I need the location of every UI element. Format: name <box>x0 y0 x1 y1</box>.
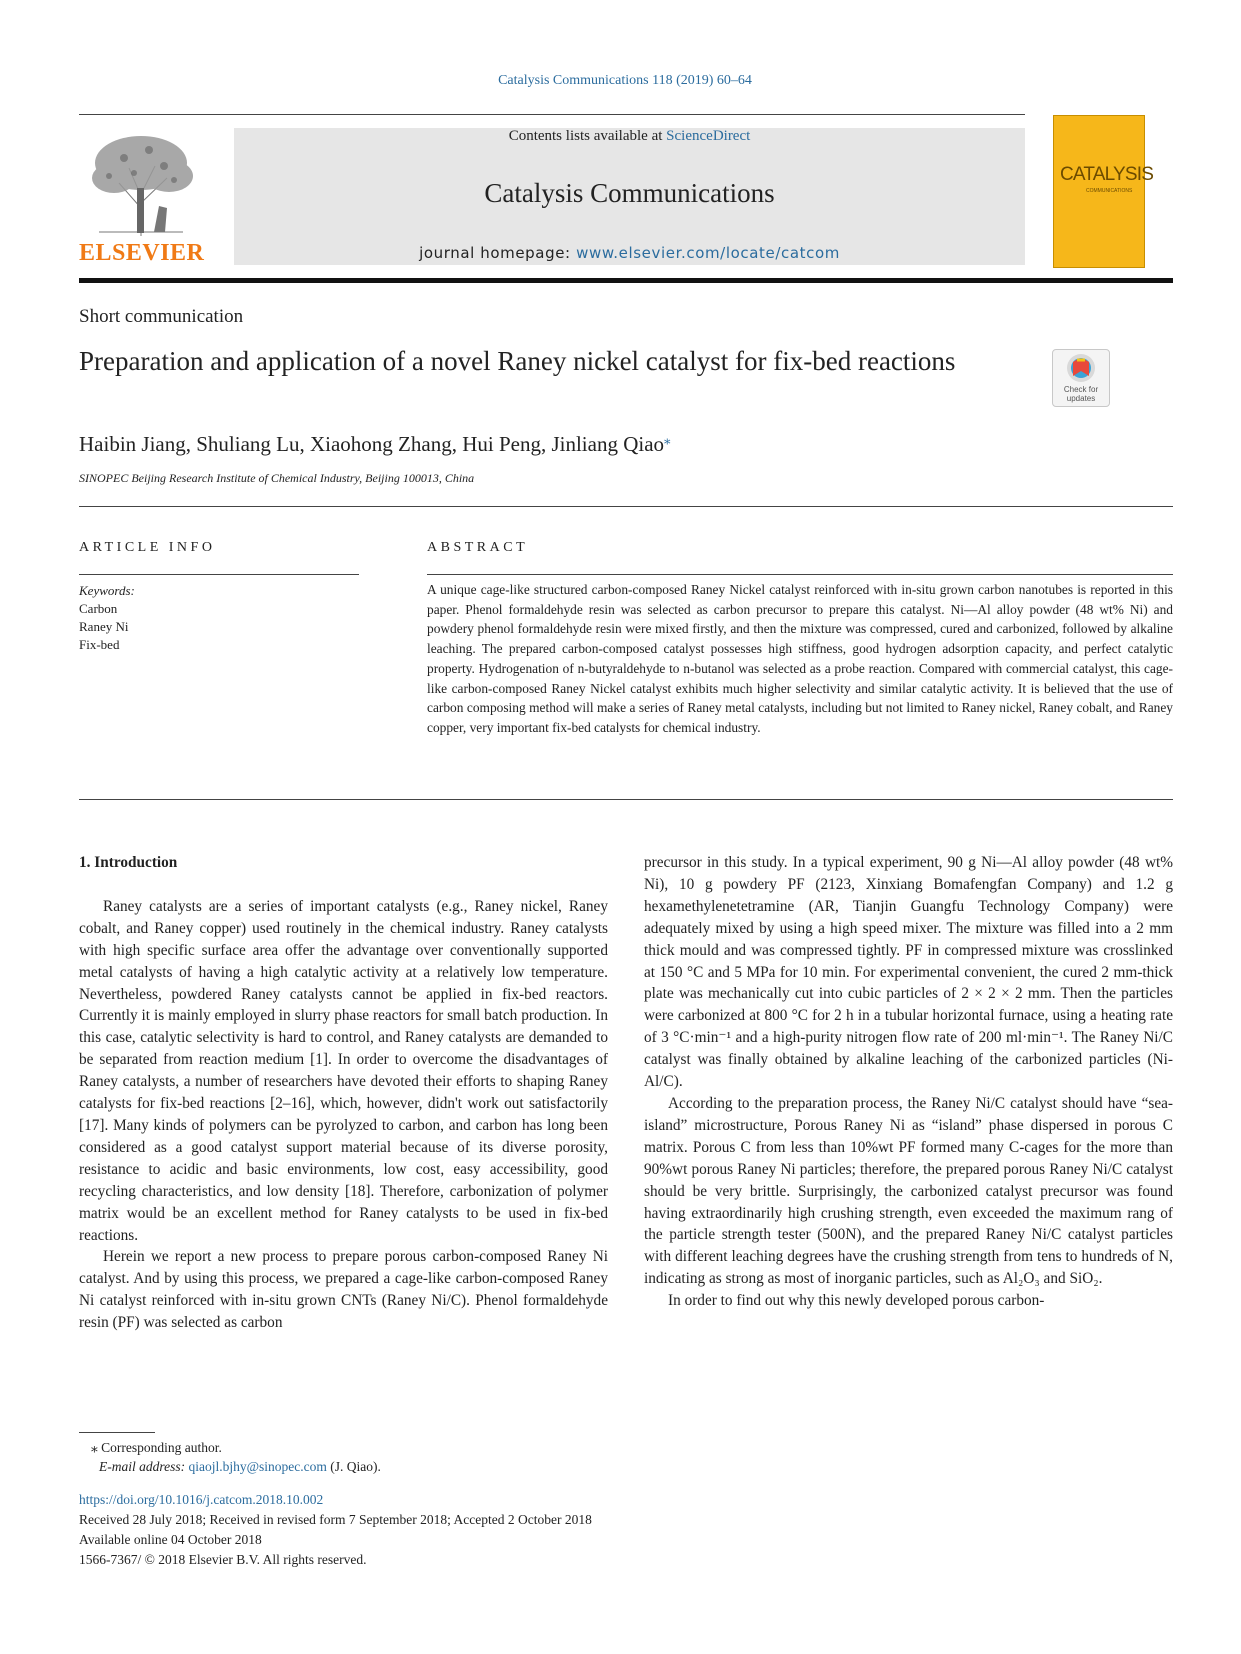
email-note <box>79 1457 381 1476</box>
top-rule <box>79 114 1025 115</box>
article-info-rule <box>79 574 359 575</box>
author-list <box>79 432 671 457</box>
corresponding-author-note: ⁎ Corresponding author. <box>91 1440 222 1455</box>
journal-masthead <box>234 128 1025 265</box>
affiliation: SINOPEC Beijing Research Institute of Chemical Industry, Beijing 100013, China <box>79 471 475 485</box>
sciencedirect-link[interactable]: ScienceDirect <box>666 128 751 144</box>
received-dates: Received 28 July 2018; Received in revised form 7 September 2018; Accepted 2 October 2018 <box>79 1512 592 1527</box>
section-title-introduction: 1. Introduction <box>79 854 178 871</box>
body-paragraph: precursor in this study. In a typical experiment, 90 g Ni—Al alloy powder (48 wt% Ni), 10 g powdery PF (2123, Xinxiang Bomafengfan Company) and 1.2 g hexamethylenetetramine (AR, Tianjin Guangfu Technology Company) were adequately mixed by using a high speed mixer. The mixture was filled into a 2 mm thick mould and was compressed tightly. PF in compressed mixture was crosslinked at 150 °C and 5 MPa for 10 min. For experimental convenient, the cured 2 mm-thick plate was mechanically cut into cubic particles of 2 × 2 × 2 mm. Then the particles were carbonized at 800 °C for 2 h in a tubular horizontal furnace, using a heating rate of 3 °C·min⁻¹ and a high-purity nitrogen flow rate of 200 ml·min⁻¹. The Raney Ni/C catalyst was finally obtained by alkaline leaching of the carbonized particles (Ni-Al/C). <box>644 854 1173 1091</box>
copyright: 1566-7367/ © 2018 Elsevier B.V. All rights reserved. <box>79 1552 367 1567</box>
abstract-rule <box>427 574 1173 575</box>
affiliation-rule <box>79 506 1173 507</box>
body-paragraph: Herein we report a new process to prepare porous carbon-composed Raney Ni catalyst. And by using this process, we prepared a cage-like carbon-composed Raney Ni catalyst reinforced with in-situ grown CNTs (Raney Ni/C). Phenol formaldehyde resin (PF) was selected as carbon <box>79 1248 608 1332</box>
keyword-item: Fix-bed <box>79 637 120 652</box>
body-column-right <box>644 852 1173 1312</box>
body-paragraph: Raney catalysts are a series of important catalysts (e.g., Raney nickel, Raney cobalt, and Raney copper) used routinely in the chemical industry. Raney catalysts with high specific surface area offer the advantage over conventionally supported metal catalysts of having a high catalytic activity at a relatively low temperature. Nevertheless, powdered Raney catalysts cannot be applied in fix-bed reactors. Currently it is mainly employed in slurry phase reactors for small batch production. In this case, catalytic selectivity is hard to control, and Raney catalysts are demanded to be separated from reaction medium [1]. In order to overcome the disadvantages of Raney catalysts, a number of researchers have devoted their efforts to shaping Raney catalysts for fix-bed reactions [2–16], which, however, didn't work out satisfactorily [17]. Many kinds of polymers can be pyrolyzed to carbon, and carbon has long been considered as a good catalyst support material because of its diverse porosity, resistance to acidic and basic environments, low cost, easy accessibility, good recycling characteristics, and low density [18]. Therefore, carbonization of polymer matrix would be an excellent method for Raney catalysts to be used in fix-bed reactions. <box>79 897 608 1244</box>
elsevier-wordmark: ELSEVIER <box>79 240 205 266</box>
abstract-end-rule <box>79 799 1173 800</box>
keywords-block <box>79 582 135 654</box>
journal-cover-thumbnail[interactable] <box>1053 115 1154 268</box>
email-link[interactable]: qiaojl.bjhy@sinopec.com <box>188 1459 327 1474</box>
body-paragraph: In order to find out why this newly developed porous carbon- <box>668 1292 1045 1310</box>
body-column-left <box>79 852 608 1334</box>
check-updates-label: Check for updates <box>1063 385 1099 403</box>
doi-link[interactable]: https://doi.org/10.1016/j.catcom.2018.10.002 <box>79 1492 324 1507</box>
journal-title: Catalysis Communications <box>484 178 775 208</box>
article-title: Preparation and application of a novel Raney nickel catalyst for fix-bed reactions <box>79 346 956 376</box>
cover-subtitle: COMMUNICATIONS <box>1086 188 1133 194</box>
abstract-text: A unique cage-like structured carbon-composed Raney Nickel catalyst reinforced with in-situ grown carbon nanotubes is reported in this paper. Phenol formaldehyde resin was selected as carbon precursor to prepare this catalyst. Ni—Al alloy powder (48 wt% Ni) and powdery phenol formaldehyde resin were mixed firstly, and then the mixture was compressed, cured and carbonized, followed by alkaline leaching. The prepared carbon-composed catalyst possesses high stiffness, good hydrogen adsorption capacity, and perfect catalytic property. Hydrogenation of n-butyraldehyde to n-butanol was selected as a probe reaction. Compared with commercial catalyst, this cage-like carbon-composed Raney Nickel catalyst exhibits much higher selectivity and similar catalytic activity. It is believed that the use of carbon composing method will make a series of Raney metal catalysts, including but not limited to Raney nickel, Raney cobalt, and Raney copper, very important fix-bed catalysts for chemical industry. <box>427 582 1173 735</box>
homepage-link[interactable]: www.elsevier.com/locate/catcom <box>576 244 840 262</box>
abstract-heading: ABSTRACT <box>427 540 529 555</box>
email-suffix: (J. Qiao). <box>330 1459 381 1474</box>
footnotes <box>79 1438 381 1476</box>
masthead-thick-rule <box>79 278 1173 283</box>
keyword-item: Raney Ni <box>79 619 129 634</box>
corresponding-author-mark[interactable]: ⁎ <box>664 432 671 447</box>
contents-prefix: Contents lists available at <box>508 128 663 144</box>
check-updates-icon <box>1053 352 1109 386</box>
cover-title: CATALYSIS <box>1060 164 1154 185</box>
article-type: Short communication <box>79 306 244 327</box>
body-paragraph: According to the preparation process, the Raney Ni/C catalyst should have “sea-island” microstructure, Porous Raney Ni as “island” phase dispersed in porous C matrix. Porous C from less than 10%wt PF formed many C-cages for the more than 90%wt porous Raney Ni particles; therefore, the prepared porous Raney Ni/C catalyst should be very brittle. Surprisingly, the carbonized catalyst precursor was found having extraordinarily high crushing strength, even exceeded the maximum rang of the particle strength tester (500N), and the prepared Raney Ni/C catalyst particles with different leaching degrees have the crushing strength from tens to hundreds of N, indicating as strong as most of inorganic particles, such as Al₂O₃ and SiO₂. <box>644 1094 1173 1288</box>
authors-names: Haibin Jiang, Shuliang Lu, Xiaohong Zhang, Hui Peng, Jinliang Qiao <box>79 432 665 456</box>
homepage-prefix: journal homepage: <box>419 244 571 262</box>
contents-line <box>234 128 1025 145</box>
article-info-heading: ARTICLE INFO <box>79 540 216 555</box>
keywords-label: Keywords: <box>79 583 135 598</box>
check-for-updates-button[interactable] <box>1052 349 1110 407</box>
article-metadata <box>79 1490 592 1570</box>
available-online: Available online 04 October 2018 <box>79 1532 262 1547</box>
footnote-rule <box>79 1432 155 1433</box>
email-label: E-mail address: <box>99 1459 186 1474</box>
keyword-item: Carbon <box>79 601 118 616</box>
homepage-line <box>234 244 1025 262</box>
journal-reference-link[interactable]: Catalysis Communications 118 (2019) 60–64 <box>498 73 752 88</box>
